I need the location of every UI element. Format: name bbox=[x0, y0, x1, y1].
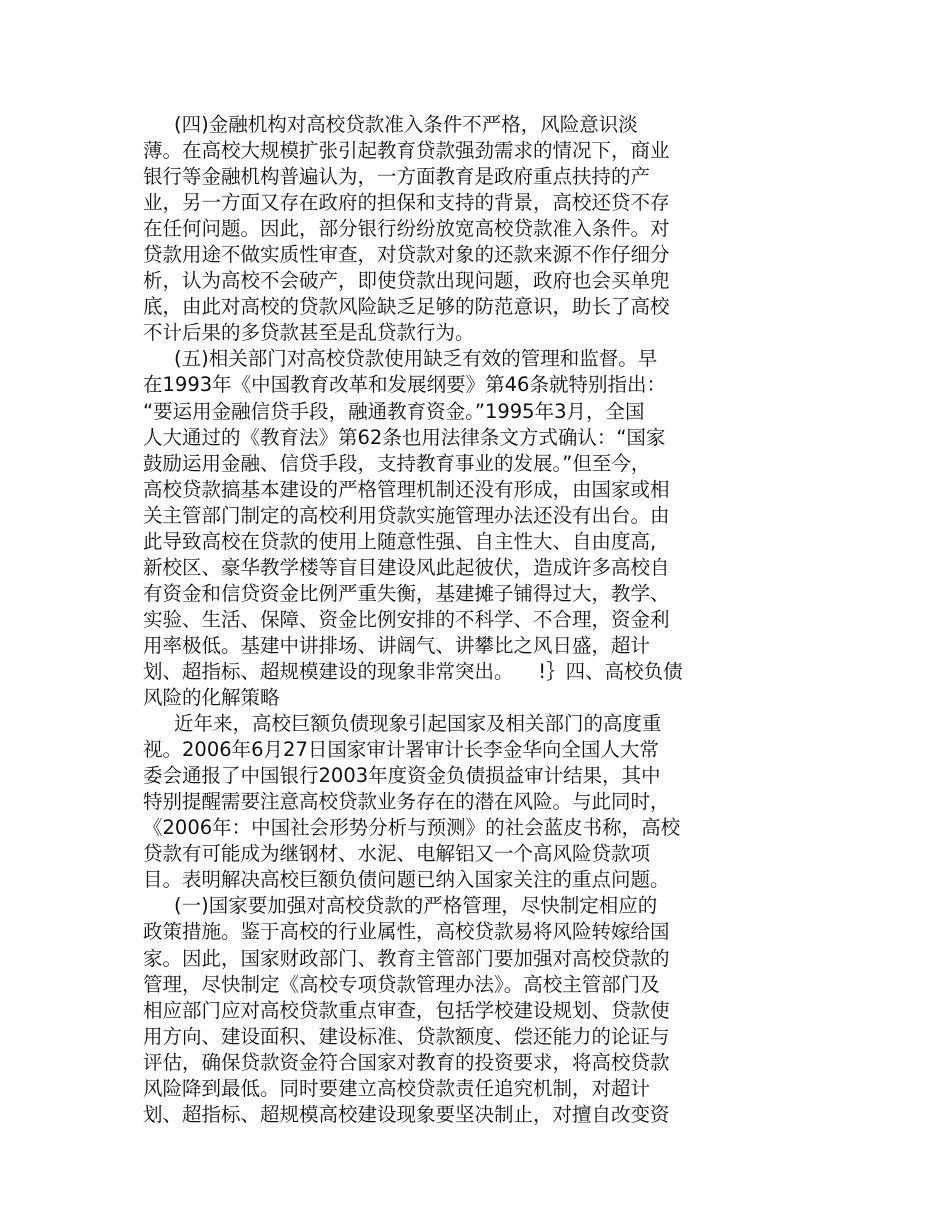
text-line: 关主管部门制定的高校利用贷款实施管理办法还没有出台。由 bbox=[143, 503, 670, 527]
text-line: 鼓励运用金融、信贷手段，支持教育事业的发展。”但至今， bbox=[143, 451, 651, 475]
text-line: 家。因此，国家财政部门、教育主管部门要加强对高校贷款的 bbox=[143, 946, 670, 970]
text-line: 在1993年《中国教育改革和发展纲要》第46条就特别指出： bbox=[143, 373, 666, 397]
text-line: 底，由此对高校的贷款风险缺乏足够的防范意识，助长了高校 bbox=[143, 295, 670, 319]
text-line: 业，另一方面又存在政府的担保和支持的背景，高校还贷不存 bbox=[143, 191, 670, 215]
text-line: 贷款用途不做实质性审查，对贷款对象的还款来源不作仔细分 bbox=[143, 243, 670, 267]
text-line: (一)国家要加强对高校贷款的严格管理，尽快制定相应的 bbox=[143, 894, 658, 918]
text-line: 管理，尽快制定《高校专项贷款管理办法》。高校主管部门及 bbox=[143, 972, 660, 996]
text-line: 用率极低。基建中讲排场、讲阔气、讲攀比之风日盛，超计 bbox=[143, 633, 651, 657]
text-line: “要运用金融信贷手段，融通教育资金。”1995年3月，全国 bbox=[143, 399, 645, 423]
text-line: 政策措施。鉴于高校的行业属性，高校贷款易将风险转嫁给国 bbox=[143, 920, 670, 944]
text-line: 贷款有可能成为继钢材、水泥、电解铝又一个高风险贷款项 bbox=[143, 842, 651, 866]
text-line: 银行等金融机构普遍认为，一方面教育是政府重点扶持的产 bbox=[143, 165, 651, 189]
text-line: 特别提醒需要注意高校贷款业务存在的潜在风险。与此同时， bbox=[143, 790, 670, 814]
text-line: 在任何问题。因此，部分银行纷纷放宽高校贷款准入条件。对 bbox=[143, 217, 670, 241]
text-line: 委会通报了中国银行2003年度资金负债损益审计结果，其中 bbox=[143, 764, 661, 788]
text-line: 此导致高校在贷款的使用上随意性强、自主性大、自由度高, bbox=[143, 529, 657, 553]
text-line: 新校区、豪华教学楼等盲目建设风此起彼伏，造成许多高校自 bbox=[143, 555, 670, 579]
text-line: 近年来，高校巨额负债现象引起国家及相关部门的高度重 bbox=[143, 712, 662, 736]
text-line: 《2006年：中国社会形势分析与预测》的社会蓝皮书称，高校 bbox=[143, 816, 681, 840]
body-text bbox=[143, 112, 743, 1128]
text-line: 析，认为高校不会破产，即使贷款出现问题，政府也会买单兜 bbox=[143, 269, 670, 293]
text-line: 视。2006年6月27日国家审计署审计长李金华向全国人大常 bbox=[143, 738, 659, 762]
text-line: 不计后果的多贷款甚至是乱贷款行为。 bbox=[143, 321, 475, 345]
text-line: 风险的化解策略 bbox=[143, 686, 280, 710]
text-line: 风险降到最低。同时要建立高校贷款责任追究机制，对超计 bbox=[143, 1076, 651, 1100]
text-line: 薄。在高校大规模扩张引起教育贷款强劲需求的情况下，商业 bbox=[143, 139, 670, 163]
text-line: 评估，确保贷款资金符合国家对教育的投资要求，将高校贷款 bbox=[143, 1050, 670, 1074]
text-line: 有资金和信贷资金比例严重失衡，基建摊子铺得过大，教学、 bbox=[143, 581, 670, 605]
text-line: 人大通过的《教育法》第62条也用法律条文方式确认：“国家 bbox=[143, 425, 666, 449]
text-line: (五)相关部门对高校贷款使用缺乏有效的管理和监督。早 bbox=[143, 347, 658, 371]
text-line: 高校贷款搞基本建设的严格管理机制还没有形成，由国家或相 bbox=[143, 477, 670, 501]
text-line: 相应部门应对高校贷款重点审查，包括学校建设规划、贷款使 bbox=[143, 998, 670, 1022]
text-line: 用方向、建设面积、建设标准、贷款额度、偿还能力的论证与 bbox=[143, 1024, 670, 1048]
text-line: 实验、生活、保障、资金比例安排的不科学、不合理，资金利 bbox=[143, 607, 670, 631]
text-line: 目。表明解决高校巨额负债问题已纳入国家关注的重点问题。 bbox=[143, 868, 670, 892]
text-line: 划、超指标、超规模建设的现象非常突出。 !｝四、高校负债 bbox=[143, 659, 683, 683]
text-line: (四)金融机构对高校贷款准入条件不严格，风险意识淡 bbox=[143, 113, 638, 136]
text-line: 划、超指标、超规模高校建设现象要坚决制止，对擅自改变资 bbox=[143, 1102, 670, 1126]
